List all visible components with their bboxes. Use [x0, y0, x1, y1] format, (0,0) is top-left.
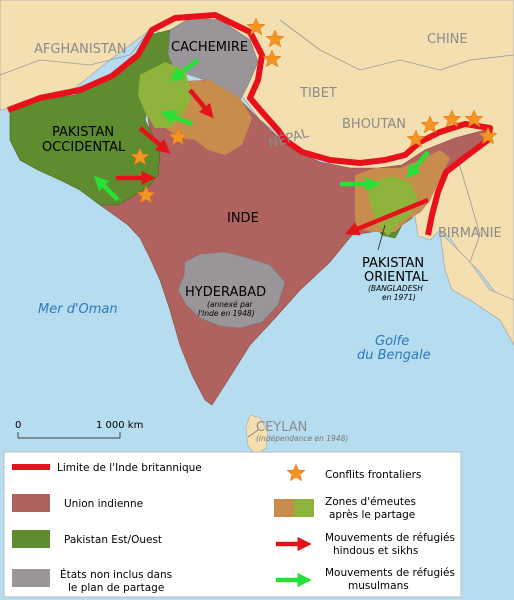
label-bangladesh-1: (BANGLADESH	[368, 284, 423, 293]
label-golfe-2: du Bengale	[357, 348, 431, 363]
label-pak-or-1: PAKISTAN	[362, 256, 425, 271]
label-golfe-1: Golfe	[375, 334, 410, 349]
legend-border-swatch	[12, 464, 50, 470]
label-mer-oman: Mer d'Oman	[38, 302, 118, 317]
legend-riots-label-2: après le partage	[329, 509, 416, 521]
label-birmanie: BIRMANIE	[438, 226, 502, 241]
legend-hindu-label-2: hindous et sikhs	[333, 545, 419, 557]
legend-pakistan-swatch	[12, 530, 50, 548]
label-ceylan: CEYLAN	[256, 420, 308, 435]
label-cachemire: CACHEMIRE	[171, 40, 249, 55]
label-pak-occ-1: PAKISTAN	[52, 125, 115, 140]
scale-distance: 1 000 km	[96, 420, 144, 431]
scale-zero: 0	[15, 420, 22, 431]
legend-muslim-label-1: Mouvements de réfugiés	[325, 567, 455, 579]
label-nepal: NÉPAL	[266, 126, 311, 152]
label-ceylan-note: (indépendance en 1948)	[256, 434, 349, 443]
label-bhoutan: BHOUTAN	[342, 117, 406, 132]
label-pak-occ-2: OCCIDENTAL	[42, 140, 126, 155]
label-hyderabad-note-2: l'Inde en 1948)	[198, 309, 255, 318]
legend-states-swatch	[12, 569, 50, 587]
legend-riots-label-1: Zones d'émeutes	[325, 496, 416, 508]
legend-union-swatch	[12, 494, 50, 512]
label-bangladesh-2: en 1971)	[382, 293, 416, 302]
legend-panel	[4, 452, 461, 597]
legend-riot-orange-swatch	[274, 499, 294, 517]
legend-conflicts-label: Conflits frontaliers	[325, 469, 422, 481]
label-hyderabad: HYDERABAD	[185, 285, 267, 300]
legend-hindu-label-1: Mouvements de réfugiés	[325, 532, 455, 544]
legend-pakistan-label: Pakistan Est/Ouest	[64, 534, 163, 546]
label-hyderabad-note-1: (annexé par	[207, 300, 253, 309]
label-chine: CHINE	[427, 32, 468, 47]
legend-riot-green-swatch	[294, 499, 314, 517]
label-afghanistan: AFGHANISTAN	[34, 42, 127, 57]
label-inde: INDE	[227, 211, 259, 226]
legend-border-label: Limite de l'Inde britannique	[57, 462, 202, 474]
label-pak-or-2: ORIENTAL	[364, 270, 429, 285]
legend-states-label-1: États non inclus dans	[60, 569, 173, 581]
legend-union-label: Union indienne	[64, 498, 144, 510]
legend-states-label-2: le plan de partage	[68, 582, 165, 594]
label-tibet: TIBET	[300, 86, 337, 101]
legend-muslim-label-2: musulmans	[348, 580, 409, 592]
